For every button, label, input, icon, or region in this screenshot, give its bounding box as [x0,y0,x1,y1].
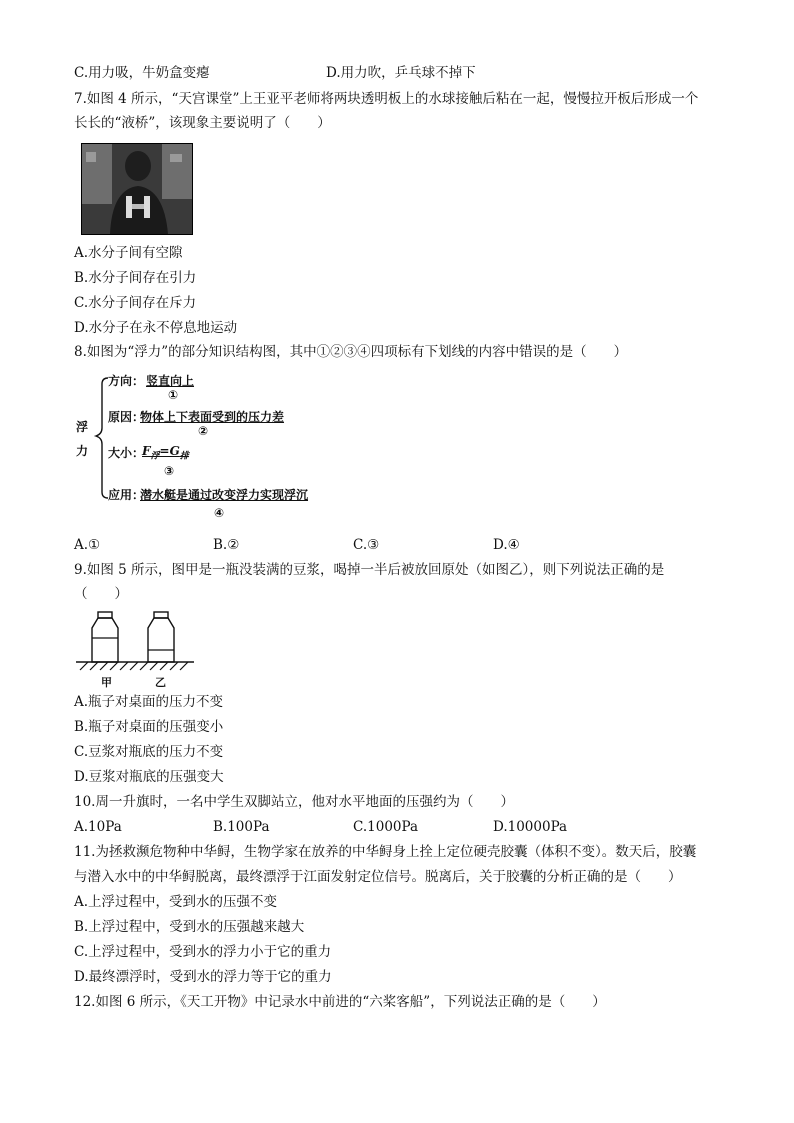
direction-value: 竖直向上 [146,374,195,388]
q6-option-d: D.用力吹，乒乓球不掉下 [326,65,476,81]
bottles-illustration [74,608,204,676]
bottle-label-b: 乙 [155,676,166,689]
diagram-root-char2: 力 [76,444,89,458]
q7-option-d: D.水分子在永不停息地运动 [74,320,238,336]
formula-f-sub: 浮 [150,451,160,462]
q8-option-b: B.② [213,537,240,553]
application-label: 应用： [108,488,145,502]
formula-f: F [142,444,151,458]
q10-option-a: A.10Pa [74,819,122,835]
marker-2: ② [198,424,209,438]
marker-1: ① [168,388,179,402]
liquid-bridge-photo [81,143,193,235]
q6-option-c: C.用力吸，牛奶盒变瘪 [74,65,210,81]
q12-stem: 12.如图 6 所示，《天工开物》中记录水中前进的“六桨客船”，下列说法正确的是（ ） [74,994,606,1010]
application-value: 潜水艇是通过改变浮力实现浮沉 [140,488,309,502]
q11-option-c: C.上浮过程中，受到水的浮力小于它的重力 [74,944,332,960]
soy-milk-bottles-figure [74,608,204,688]
q7-option-c: C.水分子间存在斥力 [74,295,197,311]
q7-option-a: A.水分子间有空隙 [74,245,183,261]
q7-option-b: B.水分子间存在引力 [74,270,197,286]
direction-label: 方向： [108,374,145,388]
q10-option-b: B.100Pa [213,819,270,835]
size-label: 大小： [108,446,145,460]
q8-option-c: C.③ [353,537,380,553]
diagram-root-char1: 浮 [76,420,89,434]
cause-value: 物体上下表面受到的压力差 [140,410,285,424]
q8-option-d: D.④ [493,537,520,553]
q10-stem: 10.周一升旗时，一名中学生双脚站立，他对水平地面的压强约为（ ） [74,794,514,810]
q11-stem-line1: 11.为拯救濒危物种中华鲟，生物学家在放养的中华鲟身上拴上定位硬壳胶囊（体积不变）。数天后，胶囊 [74,844,697,860]
q9-stem-line2: （ ） [74,586,128,602]
q11-stem-line2: 与潜入水中的中华鲟脱离，最终漂浮于江面发射定位信号。脱离后，关于胶囊的分析正确的是（ ） [74,869,682,885]
buoyancy-knowledge-diagram [74,368,354,524]
photo-illustration [82,144,192,234]
q11-option-d: D.最终漂浮时，受到水的浮力等于它的重力 [74,969,332,985]
q9-option-a: A.瓶子对桌面的压力不变 [74,694,224,710]
q9-option-b: B.瓶子对桌面的压强变小 [74,719,224,735]
q9-option-d: D.豆浆对瓶底的压强变大 [74,769,224,785]
q10-option-c: C.1000Pa [353,819,419,835]
q7-stem-line1: 7.如图 4 所示，“天宫课堂”上王亚平老师将两块透明板上的水球接触后粘在一起，慢慢拉开板后形成一个 [74,91,699,107]
bottle-label-a: 甲 [101,676,112,689]
q11-option-b: B.上浮过程中，受到水的压强越来越大 [74,919,305,935]
formula-g-sub: 排 [179,451,189,462]
q7-stem-line2: 长长的“液桥”，该现象主要说明了（ ） [74,115,331,131]
q9-stem-line1: 9.如图 5 所示，图甲是一瓶没装满的豆浆，喝掉一半后被放回原处（如图乙），则下列说法正确的是 [74,562,665,578]
q9-option-c: C.豆浆对瓶底的压力不变 [74,744,224,760]
q11-option-a: A.上浮过程中，受到水的压强不变 [74,894,278,910]
q10-option-d: D.10000Pa [493,819,568,835]
marker-4: ④ [214,506,225,520]
formula-eq: =G [159,444,180,458]
size-formula [142,444,189,463]
q8-option-a: A.① [74,537,101,553]
q8-stem: 8.如图为“浮力”的部分知识结构图，其中①②③④四项标有下划线的内容中错误的是（ ） [74,344,628,360]
marker-3: ③ [164,464,175,478]
cause-label: 原因： [108,410,145,424]
